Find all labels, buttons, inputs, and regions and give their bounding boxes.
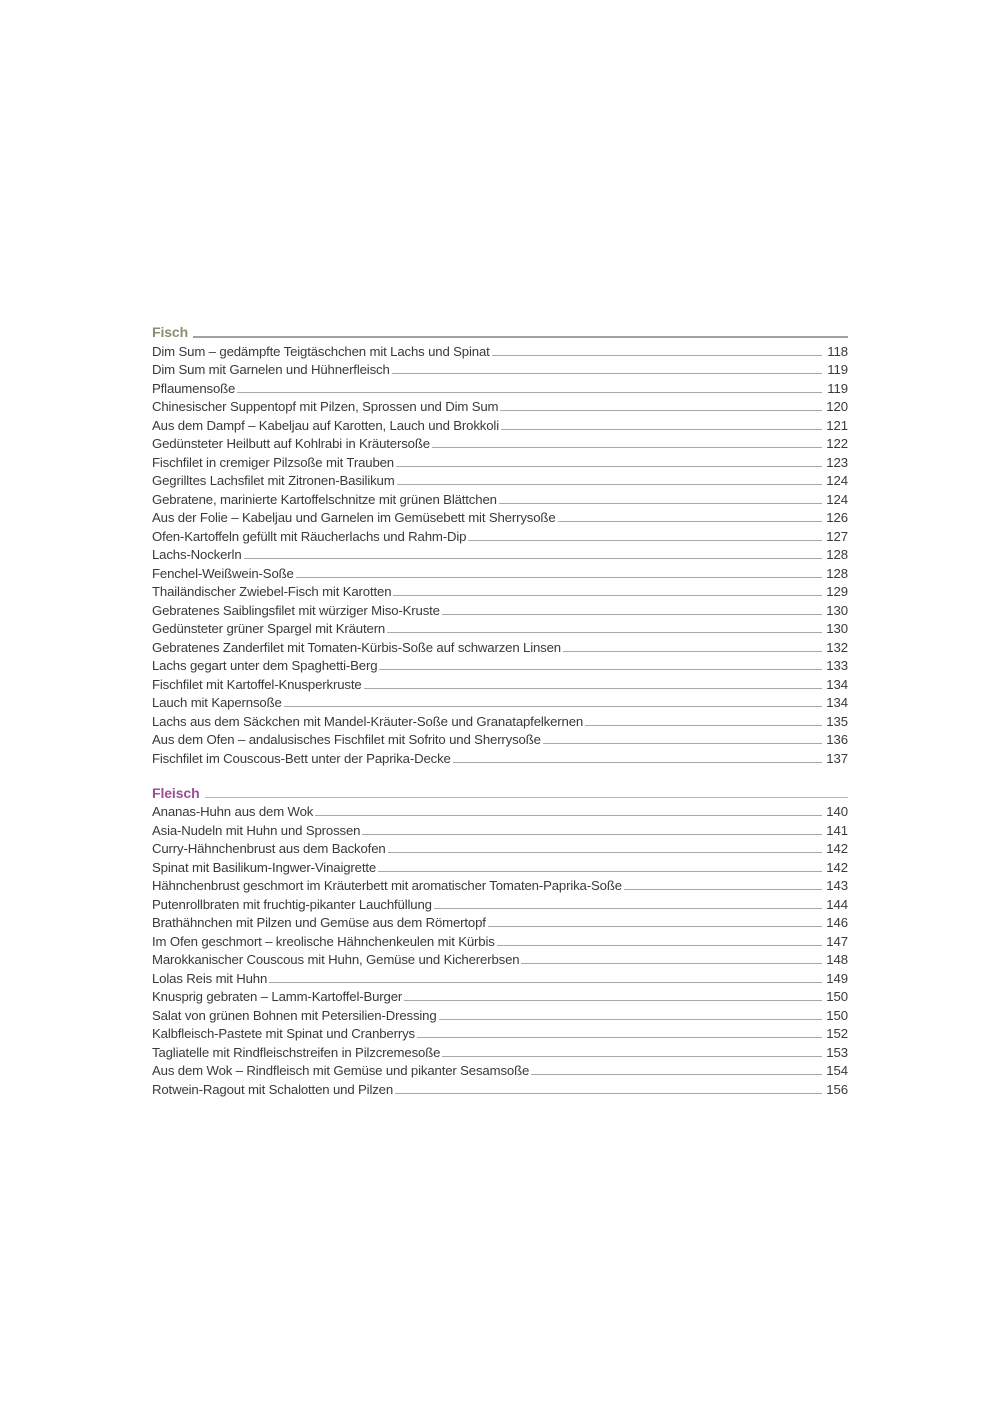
leader-line xyxy=(269,982,822,983)
entry-title: Im Ofen geschmort – kreolische Hähnchenkeulen mit Kürbis xyxy=(152,933,495,949)
toc-entry-row xyxy=(152,912,848,931)
leader-line xyxy=(442,614,822,615)
toc-entry-row xyxy=(152,1078,848,1097)
entry-page-number: 132 xyxy=(826,639,848,655)
entry-title: Asia-Nudeln mit Huhn und Sprossen xyxy=(152,822,361,838)
entry-page-number: 120 xyxy=(826,399,848,415)
entry-title: Lachs gegart unter dem Spaghetti-Berg xyxy=(152,658,378,674)
leader-line xyxy=(497,945,822,946)
entry-title: Aus dem Wok – Rindfleisch mit Gemüse und pikanter Sesamsoße xyxy=(152,1063,530,1079)
entry-page-number: 123 xyxy=(826,454,848,470)
entry-title: Aus dem Dampf – Kabeljau auf Karotten, Lauch und Brokkoli xyxy=(152,417,499,433)
toc-entry-row xyxy=(152,967,848,986)
entry-title: Dim Sum mit Garnelen und Hühnerfleisch xyxy=(152,362,390,378)
toc-entry-row xyxy=(152,507,848,526)
leader-line xyxy=(388,852,822,853)
leader-line xyxy=(488,926,822,927)
section-rule xyxy=(193,336,848,338)
entry-page-number: 124 xyxy=(826,491,848,507)
entry-page-number: 128 xyxy=(826,565,848,581)
entry-page-number: 126 xyxy=(826,510,848,526)
entry-page-number: 152 xyxy=(826,1026,848,1042)
entry-page-number: 153 xyxy=(826,1044,848,1060)
leader-line xyxy=(315,815,822,816)
entry-page-number: 142 xyxy=(826,841,848,857)
toc-entry-row xyxy=(152,544,848,563)
entry-title: Ofen-Kartoffeln gefüllt mit Räucherlachs und Rahm-Dip xyxy=(152,528,467,544)
leader-line xyxy=(417,1037,822,1038)
toc-section xyxy=(152,782,848,1097)
entry-title: Aus der Folie – Kabeljau und Garnelen im Gemüsebett mit Sherrysoße xyxy=(152,510,556,526)
entry-title: Gebratenes Zanderfilet mit Tomaten-Kürbis-Soße auf schwarzen Linsen xyxy=(152,639,561,655)
leader-line xyxy=(624,889,822,890)
entry-title: Curry-Hähnchenbrust aus dem Backofen xyxy=(152,841,386,857)
leader-line xyxy=(393,595,822,596)
entry-page-number: 119 xyxy=(827,380,848,396)
leader-line xyxy=(543,743,822,744)
entry-page-number: 141 xyxy=(826,822,848,838)
leader-line xyxy=(499,503,822,504)
entry-title: Gedünsteter Heilbutt auf Kohlrabi in Kräutersoße xyxy=(152,436,430,452)
entry-title: Gebratene, marinierte Kartoffelschnitze mit grünen Blättchen xyxy=(152,491,497,507)
leader-line xyxy=(521,963,822,964)
section-title: Fisch xyxy=(152,324,189,340)
leader-line xyxy=(362,834,822,835)
entry-title: Hähnchenbrust geschmort im Kräuterbett mit aromatischer Tomaten-Paprika-Soße xyxy=(152,878,622,894)
entry-title: Aus dem Ofen – andalusisches Fischfilet mit Sofrito und Sherrysoße xyxy=(152,732,541,748)
toc-entry-row xyxy=(152,655,848,674)
entry-title: Salat von grünen Bohnen mit Petersilien-Dressing xyxy=(152,1007,437,1023)
leader-line xyxy=(387,632,822,633)
section-title: Fleisch xyxy=(152,784,200,801)
entry-title: Spinat mit Basilikum-Ingwer-Vinaigrette xyxy=(152,859,377,875)
toc-entry-row xyxy=(152,599,848,618)
toc-entry-row xyxy=(152,801,848,820)
leader-line xyxy=(404,1000,822,1001)
entry-title: Tagliatelle mit Rindfleischstreifen in Pilzcremesoße xyxy=(152,1044,441,1060)
leader-line xyxy=(434,908,822,909)
table-of-contents xyxy=(152,321,848,1097)
toc-entry-row xyxy=(152,618,848,637)
toc-entry-row xyxy=(152,377,848,396)
toc-entry-row xyxy=(152,433,848,452)
leader-line xyxy=(501,429,822,430)
toc-entry-row xyxy=(152,819,848,838)
leader-line xyxy=(453,762,822,763)
entry-title: Kalbfleisch-Pastete mit Spinat und Cranberrys xyxy=(152,1026,415,1042)
entry-page-number: 150 xyxy=(826,1007,848,1023)
leader-line xyxy=(397,484,822,485)
entry-page-number: 149 xyxy=(826,970,848,986)
toc-entry-row xyxy=(152,930,848,949)
leader-line xyxy=(442,1056,822,1057)
toc-entry-row xyxy=(152,710,848,729)
entry-page-number: 127 xyxy=(826,528,848,544)
toc-entry-row xyxy=(152,729,848,748)
entry-page-number: 154 xyxy=(826,1063,848,1079)
leader-line xyxy=(378,871,822,872)
entry-title: Ananas-Huhn aus dem Wok xyxy=(152,804,314,820)
entry-title: Lauch mit Kapernsoße xyxy=(152,695,282,711)
entry-page-number: 156 xyxy=(826,1081,848,1097)
toc-entry-row xyxy=(152,875,848,894)
entry-page-number: 135 xyxy=(826,713,848,729)
entry-page-number: 130 xyxy=(826,621,848,637)
entry-title: Lachs aus dem Säckchen mit Mandel-Kräuter-Soße und Granatapfelkernen xyxy=(152,713,584,729)
entry-title: Chinesischer Suppentopf mit Pilzen, Sprossen und Dim Sum xyxy=(152,399,499,415)
toc-entry-row xyxy=(152,949,848,968)
entry-title: Gebratenes Saiblingsfilet mit würziger Miso-Kruste xyxy=(152,602,440,618)
toc-entry-row xyxy=(152,414,848,433)
entry-page-number: 118 xyxy=(827,343,848,359)
entry-page-number: 143 xyxy=(826,878,848,894)
entry-title: Dim Sum – gedämpfte Teigtäschchen mit Lachs und Spinat xyxy=(152,343,490,359)
leader-line xyxy=(396,466,822,467)
toc-entry-row xyxy=(152,340,848,359)
entry-title: Fischfilet im Couscous-Bett unter der Paprika-Decke xyxy=(152,750,451,766)
toc-entry-row xyxy=(152,1004,848,1023)
toc-entry-row xyxy=(152,359,848,378)
entry-title: Lachs-Nockerln xyxy=(152,547,242,563)
entry-title: Pflaumensoße xyxy=(152,380,236,396)
entry-page-number: 147 xyxy=(826,933,848,949)
toc-entry-row xyxy=(152,636,848,655)
leader-line xyxy=(500,410,822,411)
toc-entry-row xyxy=(152,1041,848,1060)
toc-entry-row xyxy=(152,747,848,766)
toc-entry-row xyxy=(152,838,848,857)
entry-page-number: 144 xyxy=(826,896,848,912)
entry-page-number: 130 xyxy=(826,602,848,618)
leader-line xyxy=(395,1093,822,1094)
leader-line xyxy=(531,1074,822,1075)
entry-title: Fischfilet in cremiger Pilzsoße mit Trauben xyxy=(152,454,394,470)
entry-title: Knusprig gebraten – Lamm-Kartoffel-Burger xyxy=(152,989,403,1005)
entry-page-number: 121 xyxy=(826,417,848,433)
toc-entry-row xyxy=(152,986,848,1005)
toc-section xyxy=(152,321,848,766)
entry-title: Thailändischer Zwiebel-Fisch mit Karotten xyxy=(152,584,392,600)
toc-entry-row xyxy=(152,562,848,581)
leader-line xyxy=(296,577,822,578)
leader-line xyxy=(364,688,822,689)
toc-entry-row xyxy=(152,396,848,415)
entry-page-number: 134 xyxy=(826,695,848,711)
entry-title: Fischfilet mit Kartoffel-Knusperkruste xyxy=(152,676,362,692)
section-heading-row xyxy=(152,321,848,340)
leader-line xyxy=(379,669,822,670)
leader-line xyxy=(244,558,822,559)
leader-line xyxy=(284,706,822,707)
toc-entry-row xyxy=(152,525,848,544)
leader-line xyxy=(558,521,822,522)
entry-title: Putenrollbraten mit fruchtig-pikanter Lauchfüllung xyxy=(152,896,432,912)
leader-line xyxy=(392,373,822,374)
entry-title: Gegrilltes Lachsfilet mit Zitronen-Basilikum xyxy=(152,473,395,489)
section-heading-row xyxy=(152,782,848,801)
section-entries xyxy=(152,801,848,1097)
toc-entry-row xyxy=(152,451,848,470)
toc-entry-row xyxy=(152,1023,848,1042)
entry-page-number: 140 xyxy=(826,804,848,820)
entry-page-number: 129 xyxy=(826,584,848,600)
entry-title: Gedünsteter grüner Spargel mit Kräutern xyxy=(152,621,386,637)
toc-entry-row xyxy=(152,893,848,912)
entry-page-number: 133 xyxy=(826,658,848,674)
toc-entry-row xyxy=(152,488,848,507)
entry-page-number: 124 xyxy=(826,473,848,489)
entry-page-number: 146 xyxy=(826,915,848,931)
toc-entry-row xyxy=(152,673,848,692)
entry-title: Fenchel-Weißwein-Soße xyxy=(152,565,294,581)
leader-line xyxy=(237,392,822,393)
leader-line xyxy=(563,651,822,652)
leader-line xyxy=(492,355,822,356)
leader-line xyxy=(585,725,822,726)
entry-title: Rotwein-Ragout mit Schalotten und Pilzen xyxy=(152,1081,394,1097)
entry-title: Lolas Reis mit Huhn xyxy=(152,970,268,986)
toc-entry-row xyxy=(152,1060,848,1079)
section-entries xyxy=(152,340,848,766)
entry-page-number: 128 xyxy=(826,547,848,563)
toc-entry-row xyxy=(152,581,848,600)
entry-page-number: 119 xyxy=(827,362,848,378)
toc-entry-row xyxy=(152,692,848,711)
leader-line xyxy=(439,1019,822,1020)
entry-page-number: 136 xyxy=(826,732,848,748)
entry-page-number: 150 xyxy=(826,989,848,1005)
entry-page-number: 148 xyxy=(826,952,848,968)
entry-page-number: 142 xyxy=(826,859,848,875)
entry-page-number: 137 xyxy=(826,750,848,766)
entry-title: Brathähnchen mit Pilzen und Gemüse aus dem Römertopf xyxy=(152,915,486,931)
entry-title: Marokkanischer Couscous mit Huhn, Gemüse und Kichererbsen xyxy=(152,952,520,968)
toc-entry-row xyxy=(152,856,848,875)
entry-page-number: 134 xyxy=(826,676,848,692)
entry-page-number: 122 xyxy=(826,436,848,452)
toc-entry-row xyxy=(152,470,848,489)
leader-line xyxy=(468,540,822,541)
section-rule xyxy=(205,797,848,799)
leader-line xyxy=(432,447,822,448)
